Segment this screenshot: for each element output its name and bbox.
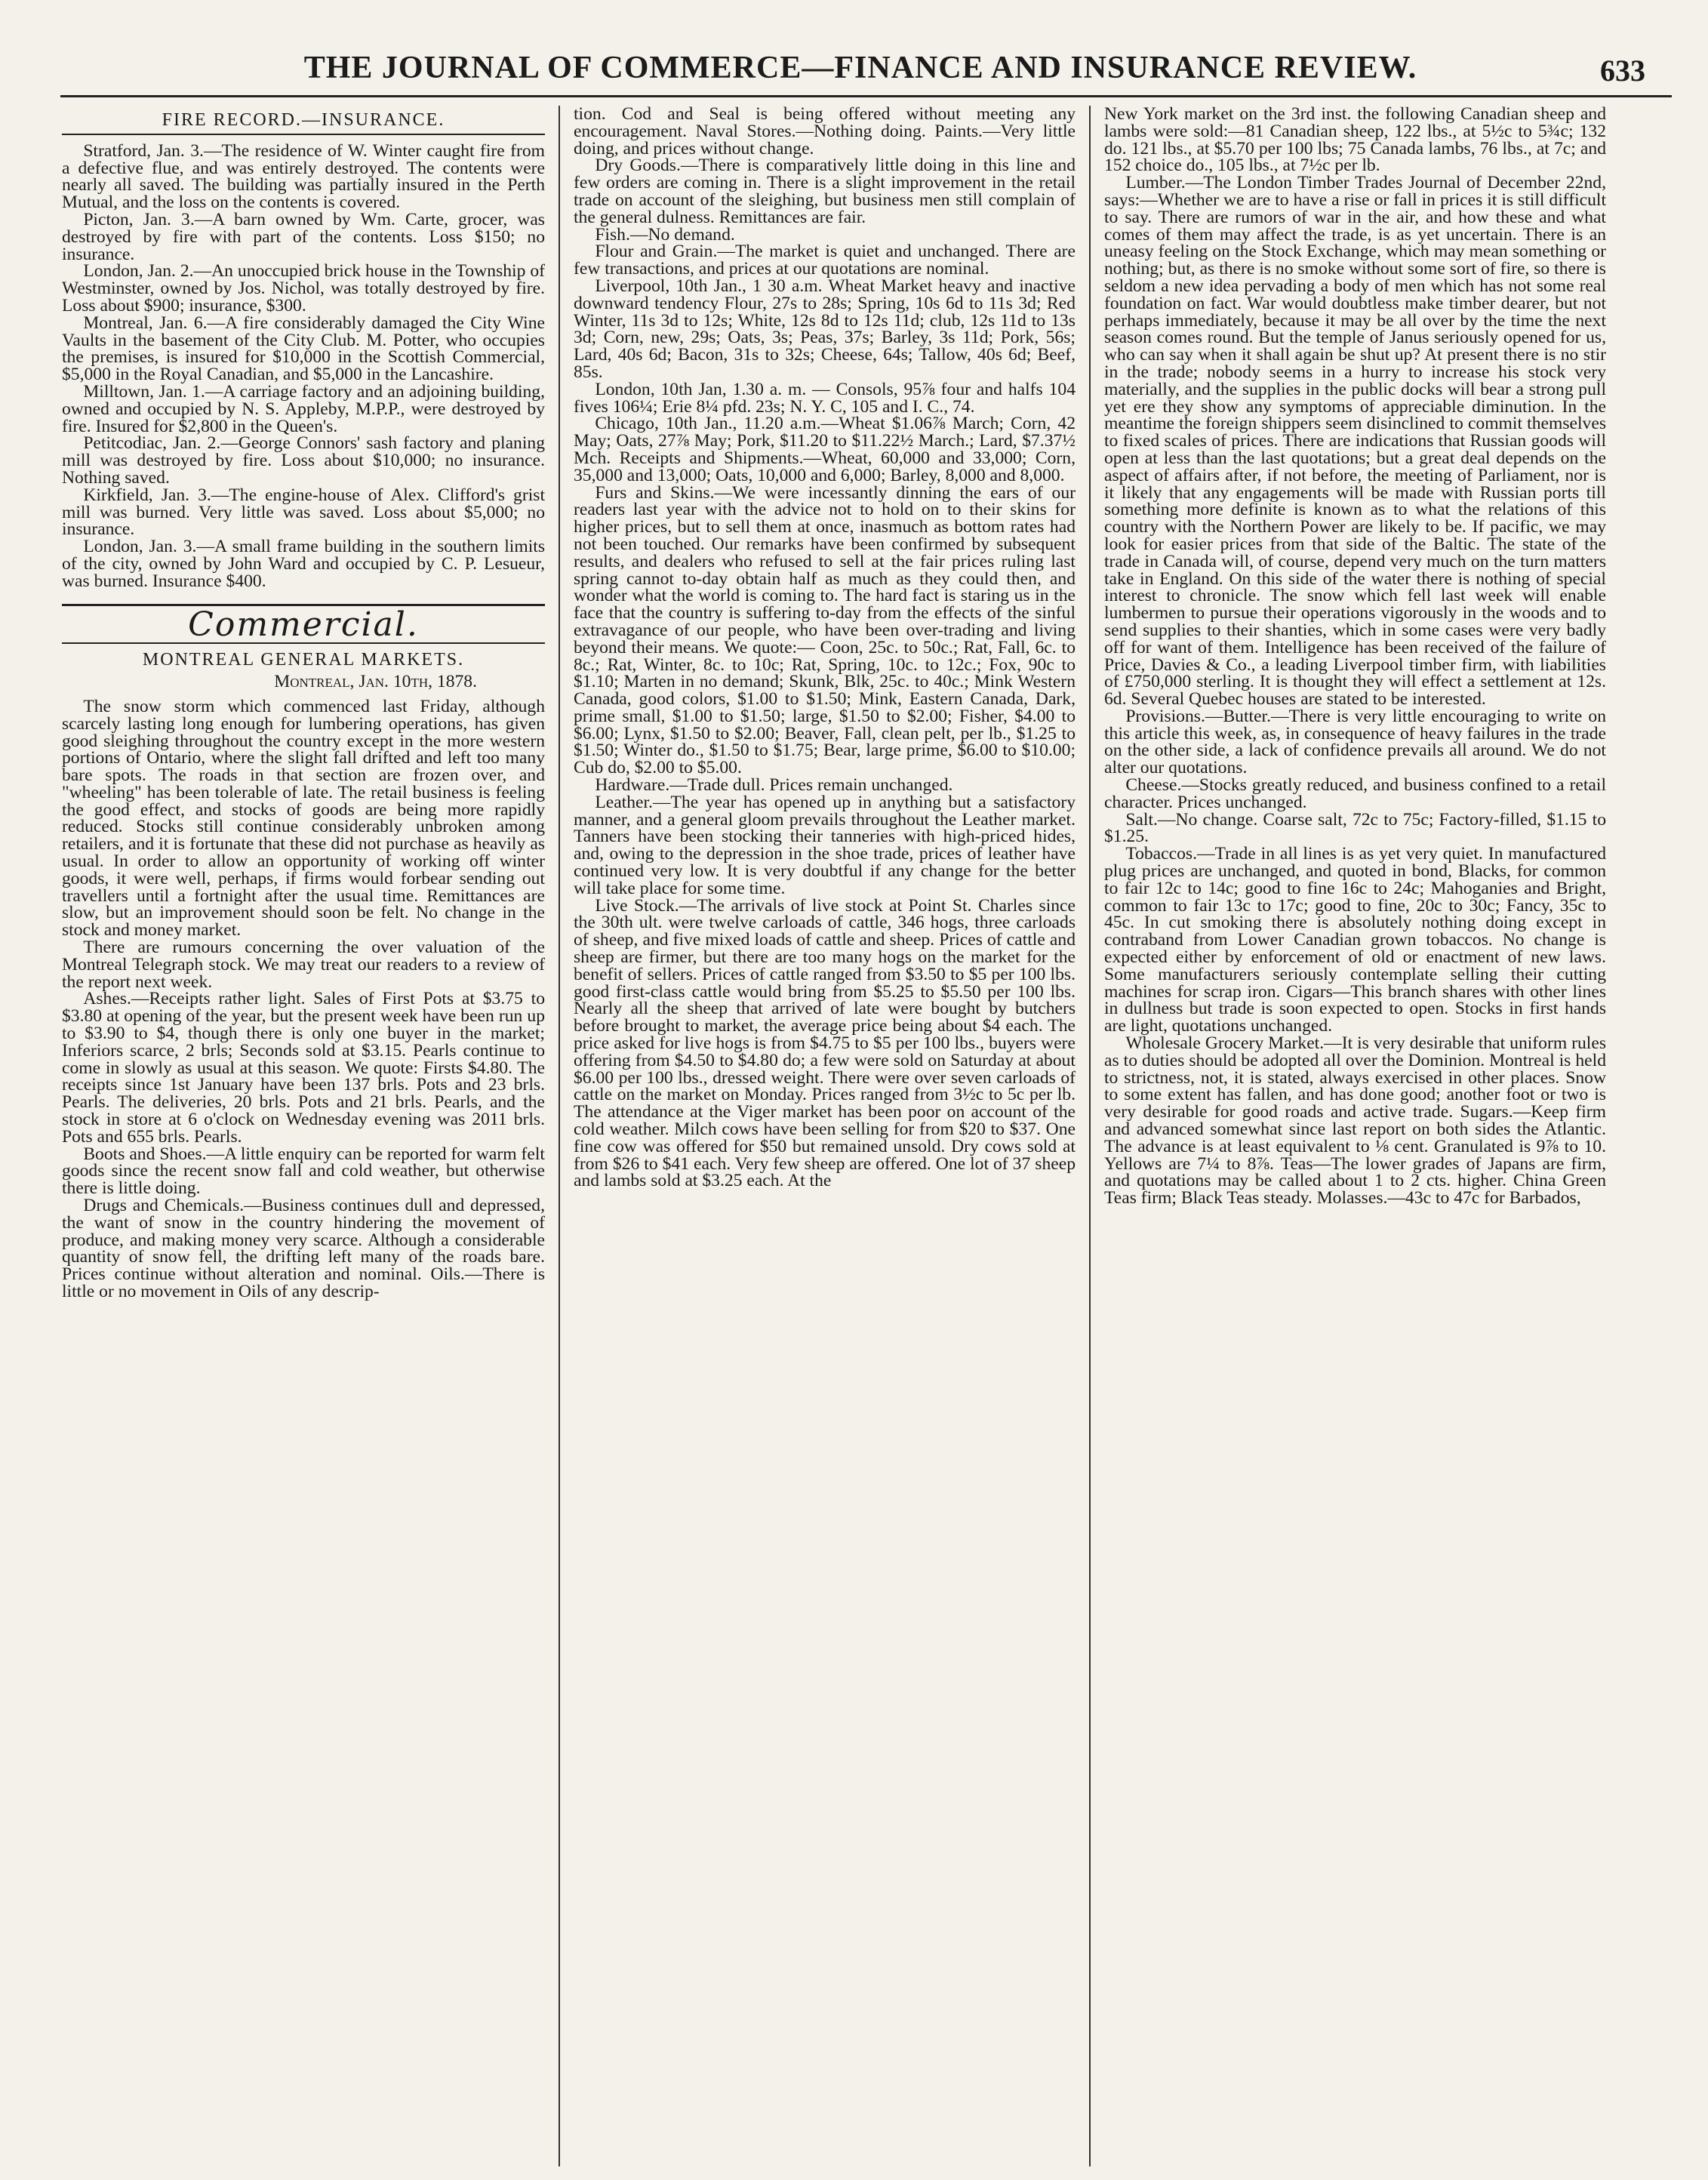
- fire-item: Stratford, Jan. 3.—The residence of W. Winter caught fire from a defective flue, and was entirely destroyed. The contents were nearly all saved. The building was partially insured in the Perth Mutual, and the loss on the contents is covered.: [62, 140, 545, 213]
- article-paragraph: Wholesale Grocery Market.—It is very desirable that uniform rules as to duties should be adopted all over the Dominion. Montreal is held to strictness, not, it is stated, always exercised in other places. Snow to some extent has fallen, and has done good; another foot or two is very desirable for good roads and active trade. Sugars.—Keep firm and advanced somewhat since last report on both sides the Atlantic. The advance is at least equivalent to ⅛ cent. Granulated is 9⅞ to 10. Yellows are 7¼ to 8⅞. Teas—The lower grades of Japans are firm, and quotations may be called about 1 to 2 cts. higher. China Green Teas firm; Black Teas steady. Molasses.—43c to 47c for Barbados,: [1104, 1033, 1606, 1209]
- fire-item: London, Jan. 3.—A small frame building in the southern limits of the city, owned by John Ward and occupied by C. P. Lesueur, was burned. Insurance $400.: [62, 537, 545, 591]
- article-paragraph: The snow storm which commenced last Friday, although scarcely lasting long enough for lumbering operations, has given good sleighing throughout the country except in the more western portions of Ontario, where the slight fall drifted and left too many bare spots. The roads in that section are frozen over, and "wheeling" has been tolerable of late. The retail business is feeling the good effect, and stocks of goods are being more rapidly reduced. Stocks still continue considerably unbroken among retailers, and it is fortunate that these did not purchase as heavily as usual. In order to allow an opportunity of working off winter goods, it were well, perhaps, if firms would forbear sending out travellers until a fortnight after the usual time. Remittances are slow, but an improvement should soon be felt. No change in the stock and money market.: [62, 696, 545, 941]
- article-paragraph: Leather.—The year has opened up in anything but a satisfactory manner, and a general gloom prevails throughout the Leather market. Tanners have been stocking their tanneries with high-priced hides, and, owing to the depression in the shoe trade, prices of leather have continued very low. It is very doubtful if any change for the better will take place for some time.: [574, 792, 1076, 898]
- article-paragraph: Provisions.—Butter.—There is very little encouraging to write on this article this week, as, in consequence of heavy failures in the trade on the other side, a lack of confidence prevails all around. We do not alter our quotations.: [1104, 706, 1606, 778]
- column-1: [62, 106, 545, 2166]
- article-paragraph: tion. Cod and Seal is being offered without meeting any encouragement. Naval Stores.—Nothing doing. Paints.—Very little doing, and prices without change.: [574, 106, 1076, 159]
- article-paragraph: Flour and Grain.—The market is quiet and unchanged. There are few transactions, and prices at our quotations are nominal.: [574, 242, 1076, 279]
- article-paragraph: London, 10th Jan, 1.30 a. m. — Consols, 95⅞ four and halfs 104 fives 106¼; Erie 8¼ pfd. 23s; N. Y. C, 105 and I. C., 74.: [574, 379, 1076, 417]
- page-number: 633: [1600, 54, 1645, 88]
- article-paragraph: Chicago, 10th Jan., 11.20 a.m.—Wheat $1.06⅞ March; Corn, 42 May; Oats, 27⅞ May; Pork, $11.20 to $11.22½ March.; Lard, $7.37½ Mch. Receipts and Shipments.—Wheat, 60,000 and 33,000; Corn, 35,000 and 13,000; Oats, 10,000 and 6,000; Barley, 8,000 and 8,000.: [574, 414, 1076, 485]
- markets-heading: MONTREAL GENERAL MARKETS.: [142, 650, 465, 670]
- article-paragraph: Live Stock.—The arrivals of live stock at Point St. Charles since the 30th ult. were twelve carloads of cattle, 346 hogs, three carloads of sheep, and five mixed loads of cattle and sheep. Prices of cattle and sheep are firmer, but there are too many hogs on the market for the benefit of sellers. Prices of cattle ranged from $3.50 to $5 per 100 lbs. good first-class cattle would bring from $5.25 to $5.50 per 100 lbs. Nearly all the sheep that arrived of late were bought by butchers before brought to market, the average price being about $4 each. The price asked for live hogs is from $4.75 to $5 per 100 lbs., buyers were offering from $4.50 to $4.80 do; a few were sold on Saturday at about $6.00 per 100 lbs., dressed weight. There were over seven carloads of cattle on the market on Monday. Prices ranged from 3½c to 5c per lb. The attendance at the Viger market has been poor on account of the cold weather. Milch cows have been selling for from $20 to $37. One fine cow was offered for $50 but remained unsold. Dry cows sold at from $26 to $41 each. Very few sheep are offered. One lot of 37 sheep and lambs sold at $3.25 each. At the: [574, 895, 1076, 1191]
- article-paragraph: Drugs and Chemicals.—Business continues dull and depressed, the want of snow in the country hindering the movement of produce, and making money very scarce. Although a considerable quantity of snow fell, the drifting left many of the roads bare. Prices continue without alteration and nominal. Oils.—There is little or no movement in Oils of any descrip-: [62, 1196, 545, 1301]
- commercial-heading: Commercial.: [188, 605, 419, 644]
- article-paragraph: Furs and Skins.—We were incessantly dinning the ears of our readers last year with the advice not to hold on to their skins for higher prices, but to sell them at once, inasmuch as bottom rates had not been touched. Our remarks have been confirmed by subsequent results, and dealers who refused to sell at the fair prices ruling last spring cannot to-day obtain half as much as they could then, and wonder what the world is coming to. The hard fact is staring us in the face that the country is suffering to-day from the effects of the sinful extravagance of our people, who have been over-trading and living beyond their means. We quote:— Coon, 25c. to 50c.; Rat, Fall, 6c. to 8c.; Rat, Winter, 8c. to 10c; Rat, Spring, 10c. to 12c.; Fox, 90c to $1.10; Marten in no demand; Skunk, Blk, 25c. to 40c.; Mink Western Canada, good colors, $1.00 to $1.50; Mink, Eastern Canada, Dark, prime small, $1.00 to $1.50; large, $1.50 to $2.00; Fisher, $4.00 to $6.00; Lynx, $1.50 to $2.00; Beaver, Fall, clean pelt, per lb., $1.25 to $1.50; Winter do., $1.50 to $1.75; Bear, large prime, $6.00 to $10.00; Cub do, $2.00 to $5.00.: [574, 482, 1076, 778]
- article-paragraph: Liverpool, 10th Jan., 1 30 a.m. Wheat Market heavy and inactive downward tendency Flour, 27s to 28s; Spring, 10s 6d to 11s 3d; Red Winter, 11s 3d to 12s; White, 12s 8d to 12s 11d; club, 12s 11d to 13s 3d; Corn, new, 29s; Oats, 3s; Peas, 37s; Barley, 3s 11d; Pork, 56s; Lard, 40s 6d; Bacon, 31s to 32s; Cheese, 64s; Tallow, 40s 6d; Beef, 85s.: [574, 276, 1076, 382]
- fire-item: Milltown, Jan. 1.—A carriage factory and an adjoining building, owned and occupied by N. S. Appleby, M.P.P., were destroyed by fire. Insured for $2,800 in the Queen's.: [62, 381, 545, 436]
- article-paragraph: New York market on the 3rd inst. the following Canadian sheep and lambs were sold:—81 Canadian sheep, 122 lbs., at 5½c to 5¾c; 132 do. 121 lbs., at $5.70 per 100 lbs; 75 Canada lambs, 76 lbs., at 7c; and 152 choice do., 105 lbs., at 7½c per lb.: [1104, 106, 1606, 176]
- fire-item: London, Jan. 2.—An unoccupied brick house in the Township of Westminster, owned by Jos. Nichol, was totally destroyed by fire. Loss about $900; insurance, $300.: [62, 261, 545, 316]
- article-paragraph: Boots and Shoes.—A little enquiry can be reported for warm felt goods since the recent snow fall and cold weather, but otherwise there is little doing.: [62, 1144, 545, 1199]
- header-rule: [60, 95, 1672, 97]
- fire-item: Kirkfield, Jan. 3.—The engine-house of Alex. Clifford's grist mill was burned. Very little was saved. Loss about $5,000; no insurance.: [62, 485, 545, 540]
- section-rule: [62, 134, 545, 135]
- article-paragraph: Cheese.—Stocks greatly reduced, and business confined to a retail character. Prices unchanged.: [1104, 775, 1606, 812]
- fire-item: Picton, Jan. 3.—A barn owned by Wm. Carte, grocer, was destroyed by fire with part of the contents. Loss $150; no insurance.: [62, 209, 545, 264]
- article-paragraph: Salt.—No change. Coarse salt, 72c to 75c; Factory-filled, $1.15 to $1.25.: [1104, 809, 1606, 847]
- fire-item: Petitcodiac, Jan. 2.—George Connors' sash factory and planing mill was destroyed by fire. Loss about $10,000; no insurance. Nothing saved.: [62, 433, 545, 488]
- fire-item: Montreal, Jan. 6.—A fire considerably damaged the City Wine Vaults in the basement of the City Club. M. Potter, who occupies the premises, is insured for $10,000 in the Scottish Commercial, $5,000 in the Royal Canadian, and $5,000 in the Lancashire.: [62, 313, 545, 385]
- article-paragraph: Hardware.—Trade dull. Prices remain unchanged.: [595, 775, 953, 796]
- column-divider: [559, 106, 560, 2166]
- article-paragraph: Lumber.—The London Timber Trades Journal of December 22nd, says:—Whether we are to have a rise or fall in prices it is still difficult to say. There are rumors of war in the air, and how these and what comes of them may affect the trade, is as yet uncertain. There is an uneasy feeling on the Stock Exchange, which may mean something or nothing; but, as there is no smoke without some sort of fire, so there is seldom a new idea pervading a body of men which has not some real foundation on fact. War would doubtless make timber dearer, but not perhaps immediately, because it may be all over by the time the next season comes round. But the temple of Janus seriously opened for us, who can say when it shall again be shut up? At present there is no stir in the trade; nobody seems in a hurry to increase his stock very materially, and the supplies in the public docks will bear a strong pull yet ere they show any symptoms of appreciable diminution. In the meantime the foreign shippers seem disinclined to commit themselves to fixed scales of prices. There are indications that Russian goods will open at less than the last quotations; but a great deal depends on the aspect of affairs after, if not before, the meeting of Parliament, nor is it likely that any engagements will be made with Russian ports till something more definite is known as to what the relations of this country with the Northern Power are likely to be. If pacific, we may look for easier prices from that side of the Baltic. The state of the trade in Canada will, of course, depend very much on the turn matters take in England. On this side of the water there is nothing of special interest to chronicle. The snow which fell last week will enable lumbermen to pursue their operations vigorously in the woods and to send supplies to their shanties, which in some cases were very badly off for want of them. Intelligence has been received of the failure of Price, Davies & Co., a leading Liverpool timber firm, with liabilities of £750,000 sterling. It is thought they will effect a settlement at 12s. 6d. Several Quebec houses are stated to be interested.: [1104, 173, 1606, 710]
- journal-title: THE JOURNAL OF COMMERCE—FINANCE AND INSURANCE REVIEW.: [303, 51, 1417, 85]
- article-paragraph: There are rumours concerning the over valuation of the Montreal Telegraph stock. We may treat our readers to a review of the report next week.: [62, 938, 545, 992]
- column-3: [1104, 106, 1606, 2166]
- article-paragraph: Dry Goods.—There is comparatively little doing in this line and few orders are coming in. There is a slight improvement in the retail trade on account of the sleighing, but business men still complain of the general dulness. Remittances are fair.: [574, 155, 1076, 227]
- article-paragraph: Fish.—No demand.: [595, 224, 735, 245]
- column-2: [574, 106, 1076, 2166]
- column-divider: [1089, 106, 1091, 2166]
- article-paragraph: Ashes.—Receipts rather light. Sales of First Pots at $3.75 to $3.80 at opening of the year, but the present week have been run up to $3.90 to $4, though there is only one buyer in the market; Inferiors scarce, 2 brls; Seconds sold at $3.15. Pearls continue to come in slowly as usual at this season. We quote: Firsts $4.80. The receipts since 1st January have been 137 brls. Pots and 23 brls. Pearls. The deliveries, 20 brls. Pots and 21 brls. Pearls, and the stock in store at 6 o'clock on Wednesday evening was 2011 brls. Pots and 655 brls. Pearls.: [62, 989, 545, 1147]
- fire-record-heading: FIRE RECORD.—INSURANCE.: [162, 110, 445, 130]
- dateline: Montreal, Jan. 10th, 1878.: [274, 672, 477, 692]
- page-header: [53, 44, 1668, 89]
- article-paragraph: Tobaccos.—Trade in all lines is as yet very quiet. In manufactured plug prices are unchanged, and quoted in bond, Blacks, for common to fair 12c to 14c; good to fine 16c to 24c; Mahoganies and Bright, common to fair 13c to 17c; good to fine, 20c to 30c; Fancy, 35c to 45c. In cut smoking there is absolutely nothing doing except in contraband from Lower Canadian grown tobaccos. No change is expected either by enforcement of old or enactment of new laws. Some manufacturers seriously contemplate selling their cutting machines for scrap iron. Cigars—This branch shares with other lines in dullness but trade is soon expected to open. Stocks in first hands are light, quotations unchanged.: [1104, 844, 1606, 1036]
